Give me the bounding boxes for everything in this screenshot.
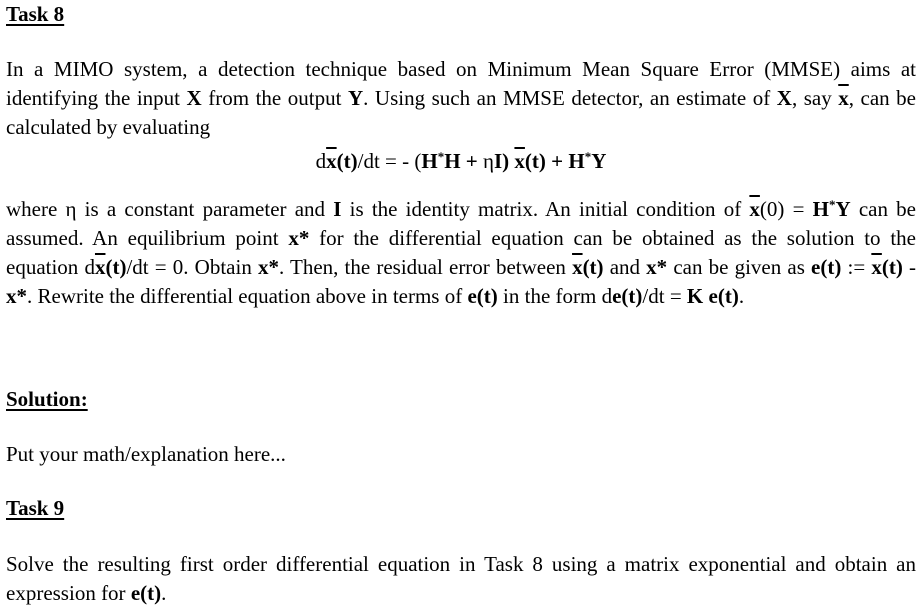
solution-placeholder[interactable]: Put your math/explanation here...: [6, 442, 286, 466]
intro-xbar: $\overline{x}$: [838, 86, 849, 110]
body-H: H: [812, 197, 829, 221]
intro-Y: Y: [347, 86, 364, 110]
intro-text-5: , can be calculated by evaluating: [6, 86, 916, 139]
eq-part2: /dt = - (: [357, 149, 422, 173]
body-text: for the differential equation can be obtained as the solution to the equation d: [6, 226, 916, 279]
body-xbar: $\overline{x}$: [94, 255, 106, 279]
body-text: (0) =: [759, 197, 813, 221]
body-text: in the form d: [497, 284, 613, 308]
eq-H2: H +: [444, 149, 484, 173]
task9-text-1: Solve the resulting first order differential equation in Task 8 using a matrix exponential and obtain an expression for: [6, 552, 916, 605]
task8-heading: Task 8: [6, 2, 65, 26]
eq-Y: Y: [591, 149, 607, 173]
intro-text-4: , say: [791, 86, 839, 110]
body-star: *: [828, 197, 836, 212]
eq-star2: *: [584, 149, 592, 164]
task8-heading-row: [6, 0, 916, 29]
body-xbar: $\overline{x}$: [749, 197, 760, 221]
body-text: . Then, the residual error between: [278, 255, 573, 279]
body-text: :=: [841, 255, 872, 279]
body-text: /dt = 0. Obtain: [126, 255, 258, 279]
body-et: e(t): [811, 255, 842, 279]
body-text: and: [603, 255, 647, 279]
task8-body-paragraph: [6, 195, 916, 311]
body-xstar: x*: [288, 226, 310, 250]
body-t: (t): [881, 255, 903, 279]
body-et: e(t): [467, 284, 498, 308]
task9-heading-row: [6, 494, 916, 523]
body-Y: Y: [835, 197, 851, 221]
intro-text-1: In a MIMO system, a detection technique based on Minimum Mean Square Error (MMSE) aims at identifying the input: [6, 57, 916, 110]
body-text: can be assumed. An equilibrium point: [6, 197, 916, 250]
intro-X: X: [186, 86, 202, 110]
body-text: is the identity matrix. An initial condition of: [341, 197, 750, 221]
task9-paragraph: [6, 550, 916, 608]
eq-eta: η: [483, 149, 494, 173]
eq-xbar2: $\overline{x}$: [514, 149, 525, 173]
solution-answer-area[interactable]: [6, 440, 916, 469]
solution-heading-row: [6, 385, 916, 414]
eq-star1: *: [437, 149, 445, 164]
eq-part3: (t) + H: [524, 149, 585, 173]
body-xstar: x*: [646, 255, 668, 279]
body-et: e(t): [612, 284, 643, 308]
body-xstar: x*: [257, 255, 279, 279]
intro-X2: X: [776, 86, 792, 110]
task9-et: e(t): [130, 581, 162, 605]
body-text: /dt =: [642, 284, 687, 308]
body-text: can be given as: [667, 255, 812, 279]
task9-text-2: .: [161, 581, 167, 605]
task8-equation: [6, 147, 916, 176]
eq-xbar: $\overline{x}$: [326, 149, 337, 173]
body-text: -: [902, 255, 916, 279]
body-text: . Rewrite the differential equation above in terms of: [27, 284, 468, 308]
body-I: I: [333, 197, 342, 221]
eq-H1: H: [421, 149, 438, 173]
body-xstar: x*: [6, 284, 27, 308]
intro-text-3: . Using such an MMSE detector, an estimate of: [363, 86, 777, 110]
body-t: (t): [582, 255, 604, 279]
body-et: e(t): [708, 284, 739, 308]
body-xbar: $\overline{x}$: [871, 255, 882, 279]
body-text: .: [738, 284, 745, 308]
solution-heading: Solution:: [6, 387, 88, 411]
body-t: (t): [105, 255, 127, 279]
eq-I: I): [494, 149, 515, 173]
body-K: K: [686, 284, 704, 308]
body-xbar: $\overline{x}$: [572, 255, 583, 279]
body-text: where η is a constant parameter and: [6, 197, 334, 221]
eq-part1: (t): [336, 149, 358, 173]
task9-heading: Task 9: [6, 496, 65, 520]
task8-intro-paragraph: [6, 55, 916, 142]
eq-d: d: [315, 149, 327, 173]
intro-text-2: from the output: [201, 86, 348, 110]
